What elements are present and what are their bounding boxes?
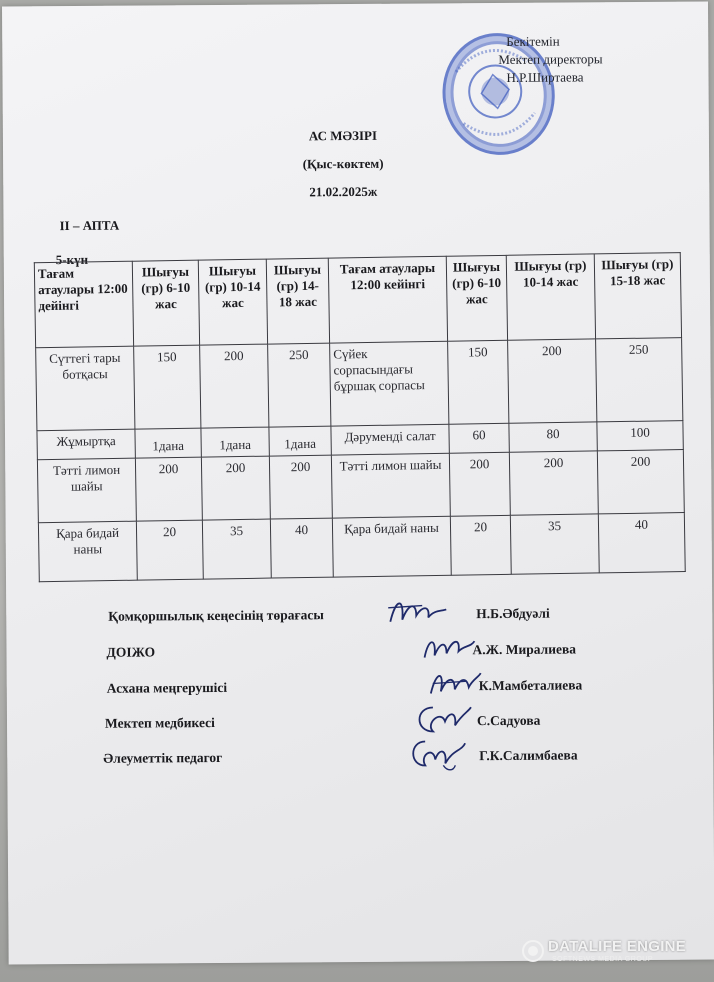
table-cell: 1дана (201, 427, 269, 457)
approval-line-3: Н.Р.Ширтаева (506, 69, 584, 85)
signature-name: Г.К.Салимбаева (479, 747, 578, 764)
table-cell: 100 (597, 421, 683, 451)
table-cell: 200 (509, 451, 598, 515)
signature-name: А.Ж. Миралиева (472, 641, 577, 658)
table-cell: 200 (201, 456, 270, 520)
table-cell: 1дана (135, 428, 201, 458)
table-cell: 200 (449, 452, 510, 516)
approval-line-2: Мектеп директоры (498, 51, 603, 68)
datalife-logo-icon (522, 940, 544, 962)
watermark-subtitle: SOFTNEWS MEDIA GROUP (552, 956, 654, 963)
approval-block (498, 32, 603, 87)
table-cell: 200 (200, 344, 269, 428)
column-header: Тағам атаулары 12:00 кейінгі (328, 256, 447, 343)
page-title: АС МӘЗІРІ (308, 127, 378, 144)
table-cell: Жұмыртқа (37, 429, 135, 460)
signature-role: Қомқоршылық кеңесінің төрағасы (108, 607, 324, 624)
day-label: 5-күн (55, 251, 89, 268)
signature-name: К.Мамбеталиева (478, 677, 583, 694)
table-cell: 35 (510, 514, 599, 574)
table-cell: 150 (134, 345, 201, 429)
signature-role: Әлеуметтік педагог (103, 749, 223, 766)
column-header: Шығуы (гр) 6-10 жас (446, 255, 507, 341)
handwritten-signature (420, 631, 476, 665)
table-cell: Қара бидай наны (38, 521, 137, 582)
table-cell: 200 (135, 457, 202, 521)
table-cell: 40 (598, 513, 685, 573)
table-cell: 20 (136, 520, 203, 580)
table-cell: 150 (448, 340, 509, 424)
table-header-row (34, 253, 681, 348)
column-header: Шығуы (гр) 15-18 жас (594, 253, 681, 339)
table-row (37, 450, 684, 523)
column-header: Шығуы (гр) 6-10 жас (132, 260, 199, 346)
table-cell: 200 (508, 339, 597, 423)
handwritten-signature (427, 665, 483, 699)
approval-line-1: Бекітемін (506, 33, 560, 49)
table-cell: 200 (597, 450, 684, 514)
column-header: Шығуы (гр) 10-14 жас (506, 254, 595, 340)
menu-date: 21.02.2025ж (309, 183, 378, 200)
table-cell: 35 (202, 519, 271, 579)
table-cell: 40 (270, 518, 333, 578)
table-row (38, 513, 685, 582)
table-cell: 60 (449, 423, 509, 453)
table-cell: Тәтті лимон шайы (37, 458, 136, 523)
column-header: Шығуы (гр) 14-18 жас (266, 258, 329, 344)
column-header: Тағам атаулары 12:00 дейінгі (34, 261, 133, 348)
table-cell: Қара бидай наны (332, 516, 451, 577)
table-cell: Дәрумендi салат (331, 424, 449, 455)
handwritten-signature (386, 593, 450, 629)
table-cell: Сүттегі тары ботқасы (36, 346, 135, 431)
column-header: Шығуы (гр) 10-14 жас (198, 259, 267, 345)
handwritten-signature (411, 701, 475, 737)
table-cell: 1дана (269, 426, 331, 456)
menu-table (34, 252, 686, 582)
signature-role: Мектеп медбикесі (104, 714, 215, 731)
table-cell: 200 (269, 455, 332, 519)
week-label: II – АПТА (59, 217, 120, 234)
menu-sheet (2, 2, 714, 965)
watermark (522, 938, 712, 966)
signature-name: С.Садуова (476, 712, 541, 729)
table-cell: 250 (268, 343, 331, 427)
table-cell: Тәтті лимон шайы (331, 453, 450, 518)
signature-role: Асхана меңгерушісі (106, 679, 228, 696)
table-row (36, 338, 683, 431)
signature-name: Н.Б.Әбдуәлі (476, 605, 550, 622)
handwritten-signature (405, 735, 469, 773)
table-cell: 250 (596, 338, 683, 422)
table-cell: 80 (509, 422, 597, 452)
season-label: (Қыс-көктем) (302, 155, 384, 172)
table-cell: 20 (450, 515, 511, 575)
watermark-title: DATALIFE ENGINE (548, 938, 687, 955)
table-cell: Сүйек сорпасындағы бұршақ сорпасы (330, 341, 449, 426)
signature-role: ДОІЖО (106, 644, 156, 660)
